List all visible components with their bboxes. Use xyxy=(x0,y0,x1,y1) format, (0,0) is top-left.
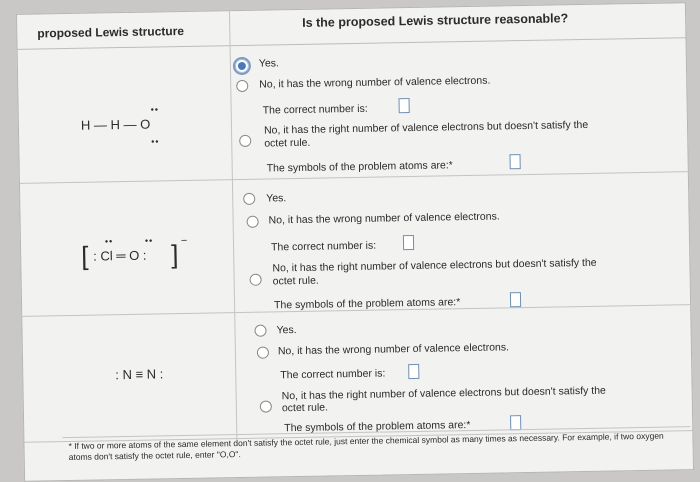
label-correct-number-1: The correct number is: xyxy=(262,102,368,117)
header-question: Is the proposed Lewis structure reasonable? xyxy=(302,11,569,30)
option-yes-1: Yes. xyxy=(258,57,280,70)
input-correct-number-3[interactable] xyxy=(408,364,419,379)
option-wrong-valence-1: No, it has the wrong number of valence electrons. xyxy=(259,74,491,91)
option-yes-2: Yes. xyxy=(266,192,287,205)
radio-octet-3[interactable] xyxy=(260,400,272,412)
lone-pair-top: •• xyxy=(150,104,160,115)
footnote: * If two or more atoms of the same element don't satisfy the octet rule, just enter the chemical symbol as many times as necessary. For example, if two oxygen atoms don't satisfy the octet rule, enter "O,O". xyxy=(62,426,691,478)
radio-wrong-valence-3[interactable] xyxy=(257,347,269,359)
label-problem-atoms-3: The symbols of the problem atoms are:* xyxy=(284,419,471,435)
header-structure: proposed Lewis structure xyxy=(37,23,185,41)
label-problem-atoms-2: The symbols of the problem atoms are:* xyxy=(273,296,461,312)
radio-yes-3[interactable] xyxy=(254,325,266,337)
row-h-h-o xyxy=(18,37,688,184)
option-octet-3-line2: octet rule. xyxy=(281,401,329,415)
radio-wrong-valence-1[interactable] xyxy=(236,80,248,92)
structure-n2: : N ≡ N : xyxy=(115,366,164,383)
bracket-right: ] xyxy=(170,239,179,270)
label-problem-atoms-1: The symbols of the problem atoms are:* xyxy=(266,159,453,175)
input-correct-number-2[interactable] xyxy=(403,235,414,250)
option-octet-2-line1: No, it has the right number of valence electrons but doesn't satisfy the xyxy=(272,256,597,275)
label-correct-number-3: The correct number is: xyxy=(280,367,386,382)
lone-pair-bottom: •• xyxy=(151,136,160,147)
row-clo xyxy=(20,172,690,317)
structure-clo: : Cl ═ O : xyxy=(93,247,147,264)
bracket-left: [ xyxy=(80,240,89,271)
o-lone-pair-top: •• xyxy=(144,235,154,246)
radio-octet-2[interactable] xyxy=(250,274,262,286)
question-sheet xyxy=(16,2,694,482)
option-wrong-valence-2: No, it has the wrong number of valence electrons. xyxy=(268,210,500,227)
label-correct-number-2: The correct number is: xyxy=(270,239,377,254)
option-yes-3: Yes. xyxy=(276,324,297,337)
radio-octet-1[interactable] xyxy=(239,135,251,147)
option-octet-1-line2: octet rule. xyxy=(264,136,311,150)
ion-charge: − xyxy=(180,234,188,248)
input-problem-atoms-2[interactable] xyxy=(510,292,521,307)
input-correct-number-1[interactable] xyxy=(398,98,409,113)
input-problem-atoms-3[interactable] xyxy=(510,415,521,430)
row-n2 xyxy=(22,305,692,443)
radio-yes-2[interactable] xyxy=(243,193,255,205)
input-problem-atoms-1[interactable] xyxy=(509,154,520,169)
structure-h-h-o: H — H — O xyxy=(80,116,151,133)
option-octet-2-line2: octet rule. xyxy=(272,274,319,288)
option-wrong-valence-3: No, it has the wrong number of valence electrons. xyxy=(277,341,510,358)
option-octet-3-line1: No, it has the right number of valence electrons but doesn't satisfy the xyxy=(281,384,606,403)
radio-wrong-valence-2[interactable] xyxy=(247,216,259,228)
option-octet-1-line1: No, it has the right number of valence electrons but doesn't satisfy the xyxy=(263,118,589,137)
cl-lone-pair-top: •• xyxy=(104,236,114,247)
radio-yes-1[interactable] xyxy=(233,57,251,75)
